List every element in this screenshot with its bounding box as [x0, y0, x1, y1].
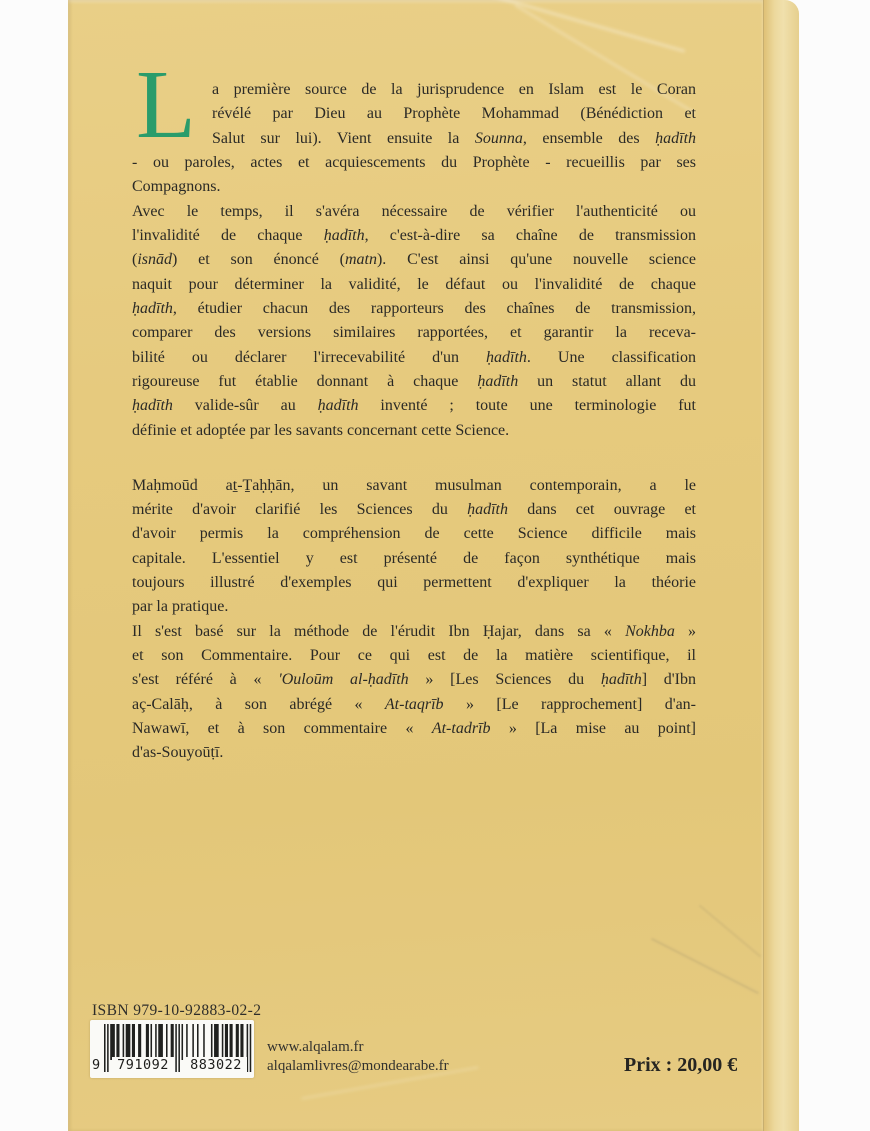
text-line: et son Commentaire. Pour ce qui est de la matière scientifique, il [132, 647, 696, 665]
text-line: Il s'est basé sur la méthode de l'érudit Ibn Ḥajar, dans sa « Nokhba » [132, 622, 697, 640]
text-line: toujours illustré d'exemples qui permettent d'expliquer la théorie [132, 574, 696, 592]
text-line: Maḥmoūd aṯ-Ṯaḥḥān, un savant musulman contemporain, a le [132, 476, 696, 494]
paragraph [132, 474, 696, 620]
barcode-digit-first: 9 [92, 1057, 101, 1073]
paragraph [132, 78, 696, 200]
text-line: aç-Calāḥ, à son abrégé « At-taqrīb » [Le rapprochement] d'an- [132, 695, 697, 713]
book-page-edge [763, 0, 799, 1131]
text-line: Salut sur lui). Vient ensuite la Sounna, ensemble des ḥadīth [212, 129, 697, 147]
text-line: d'as-Souyoūṭī. [132, 744, 224, 762]
dropcap-letter: L [136, 51, 196, 159]
barcode-digits-left: 791092 [112, 1057, 174, 1073]
barcode [90, 1020, 254, 1078]
text-line: mérite d'avoir clarifié les Sciences du ḥadīth dans cet ouvrage et [132, 501, 697, 518]
text-line: s'est référé à « 'Ouloūm al-ḥadīth » [Les Sciences du ḥadīth] d'Ibn [132, 671, 697, 689]
barcode-digits-right: 883022 [185, 1057, 247, 1073]
text-line: naquit pour déterminer la validité, le défaut ou l'invalidité de chaque [132, 275, 696, 293]
text-line: par la pratique. [132, 598, 229, 616]
publisher-email: alqalamlivres@mondearabe.fr [267, 1057, 449, 1074]
text-line: l'invalidité de chaque ḥadīth, c'est-à-dire sa chaîne de transmission [132, 227, 696, 245]
text-line: (isnād) et son énoncé (matn). C'est ainsi qu'une nouvelle science [132, 251, 697, 269]
text-line: révélé par Dieu au Prophète Mohammad (Bénédiction et [212, 105, 696, 123]
text-line: Avec le temps, il s'avéra nécessaire de vérifier l'authenticité ou [132, 202, 696, 220]
text-line: Nawawī, et à son commentaire « At-tadrīb » [La mise au point] [132, 720, 697, 738]
price-text: Prix : 20,00 € [624, 1054, 738, 1076]
text-line: ḥadīth valide-sûr au ḥadīth inventé ; toute une terminologie fut [132, 397, 696, 415]
text-line: bilité ou déclarer l'irrecevabilité d'un ḥadīth. Une classification [132, 348, 696, 366]
text-line: Compagnons. [132, 178, 221, 196]
text-line: ḥadīth, étudier chacun des rapporteurs des chaînes de transmission, [132, 300, 696, 318]
paragraph [132, 200, 696, 443]
text-line: rigoureuse fut établie donnant à chaque ḥadīth un statut allant du [132, 373, 697, 391]
paragraph [132, 620, 696, 766]
text-line: comparer des versions similaires rapportées, et garantir la receva- [132, 324, 696, 342]
publisher-website: www.alqalam.fr [267, 1039, 364, 1055]
text-line: d'avoir permis la compréhension de cette Science difficile mais [132, 525, 696, 543]
publisher-contact [267, 1038, 449, 1075]
back-cover-text [132, 78, 696, 766]
text-line: a première source de la jurisprudence en Islam est le Coran [212, 81, 696, 98]
text-line: capitale. L'essentiel y est présenté de façon synthétique mais [132, 549, 696, 567]
text-line: - ou paroles, actes et acquiescements du Prophète - recueillis par ses [132, 154, 696, 172]
isbn-text: ISBN 979-10-92883-02-2 [92, 1002, 262, 1019]
text-line: définie et adoptée par les savants concernant cette Science. [132, 421, 510, 439]
